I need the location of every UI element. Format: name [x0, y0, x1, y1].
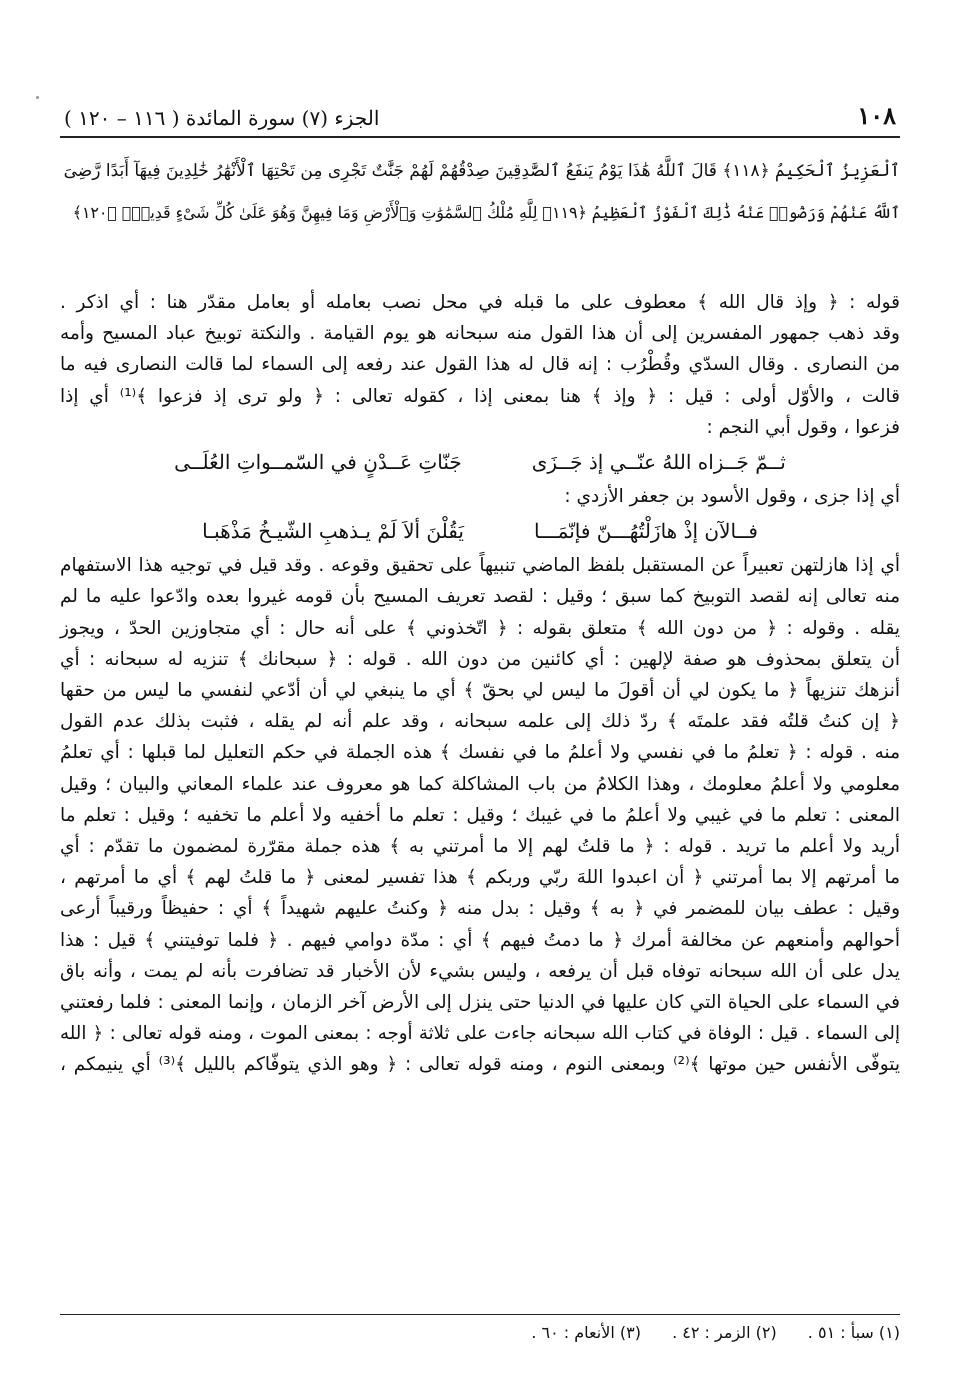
poem-verse-2 — [60, 512, 900, 550]
text-line: إلى السماء . قيل : الوفاة في كتاب الله سبحانه جاءت على ثلاثة أوجه : بمعنى الموت ، ومنه قوله تعالى : ﴿ الله — [60, 1023, 900, 1045]
text-line: فزعوا ، وقول أبي النجم : — [706, 416, 900, 438]
text-line: منه تعالى إنه لقصد التوبيخ كما سبق ؛ وقيل : لقصد تعريف المسيح بأن قومه غيروا بعده وادّعوا عليه ما لم — [60, 586, 900, 608]
text-line: وقد ذهب جمهور المفسرين إلى أن هذا القول منه سبحانه هو يوم القيامة . والنكتة توبيخ عباد المسيح وأمه — [60, 323, 900, 345]
text-line: ما أمرتهم إلا بما أمرتني ﴿ أن اعبدوا اللهَ ربّي وربكم ﴾ هذا تفسير لمعنى ﴿ ما قلتُ لهم ﴾ أي ما أمرتهم ، — [60, 867, 900, 889]
text-line: أي إذا جزى ، وقول الأسود بن جعفر الأزدي : — [564, 486, 900, 508]
footnote: (٢) الزمر : ٤٢ . — [672, 1323, 777, 1342]
footnote: (١) سبأ : ٥١ . — [807, 1323, 900, 1342]
text-line: أنزهك تنزيهاً ﴿ ما يكون لي أن أقولَ ما ليس لي بحقّ ﴾ أي ما ينبغي لي أن أدّعي لنفسي ما ليس من حقها — [60, 680, 900, 702]
text-line: المعنى : تعلم ما في غيبي ولا أعلمُ ما في غيبك ؛ وقيل : تعلم ما أخفيه ولا أعلم ما تخفيه ؛ وقيل : تعلم ما — [60, 804, 900, 826]
page-number: ١٠٨ — [857, 101, 896, 130]
text-line: أي إذا هازلتهن تعبيراً عن المستقبل بلفظ الماضي تنبيهاً على تحقيق وقوعه . وقد قيل في توجيه هذا الاستفهام — [60, 555, 900, 577]
text-line: في السماء على الحياة التي كان عليها في الدنيا حتى ينزل إلى الأرض آخر الزمان ، وإنما المعنى : فلما رفعتني — [60, 992, 900, 1014]
text-line: وقيل : عطف بيان للمضمر في ﴿ به ﴾ وقيل : بدل منه ﴿ وكنتُ عليهم شهيداً ﴾ أي : حفيظاً ورقيباً أرعى — [60, 898, 900, 920]
poem-hemistich-first: فــالآن إذْ هازَلْتُهُـــنّ فإنّمَـــا — [533, 519, 758, 544]
running-title: الجزء (٧) سورة المائدة ( ١١٦ – ١٢٠ ) — [64, 106, 380, 130]
text-line: ﴿ إن كنتُ قلتُه فقد علمتَه ﴾ ردّ ذلك إلى علمه سبحانه ، وقد علم أنه لم يقله ، فثبت بذلك عدم القول — [60, 711, 900, 733]
verse-line: ٱللَّهُ عَنْهُمْ وَرَضُوا۟ عَنْهُ ذَٰلِكَ ٱلْفَوْزُ ٱلْعَظِيمُ ﴿١١٩﴾ لِلَّهِ مُلْكُ ٱلسَّمَٰوَٰتِ وَٱلْأَرْضِ وَمَا فِيهِنَّ وَهُوَ عَلَىٰ كُلِّ شَىْءٍ قَدِيرٌۢ ﴿١٢٠﴾ — [72, 203, 900, 222]
text-line: معلومي ولا أعلمُ معلومك ، وهذا الكلامُ من باب المشاكلة كما هو معروف عند علماء المعاني والبيان ؛ وقيل — [60, 773, 900, 795]
poem-hemistich-second: جَنّاتِ عَــدْنٍ في السّمــواتِ العُلَــى — [174, 450, 462, 475]
poem-verse-1 — [60, 443, 900, 481]
commentary-text — [60, 287, 900, 1081]
text-line: يقله . وقوله : ﴿ من دون الله ﴾ متعلق بقوله : ﴿ اتّخذوني ﴾ على أنه حال : أي متجاوزين الحدّ ، ويجوز — [60, 617, 900, 639]
footnotes — [60, 1314, 900, 1342]
page-header — [60, 96, 900, 138]
text-line: قوله : ﴿ وإذ قال الله ﴾ معطوف على ما قبله في محل نصب بعامله أو بعامل مقدّر هنا : أي اذكر . — [60, 292, 900, 313]
text-line: أحوالهم وأمنعهم عن مخالفة أمرك ﴿ ما دمتُ فيهم ﴾ أي : مدّة دوامي فيهم . ﴿ فلما توفيتني ﴾ قيل : هذا — [60, 929, 900, 951]
verse-line: ٱلْعَزِيزُ ٱلْحَكِيمُ ﴿١١٨﴾ قَالَ ٱللَّهُ هَٰذَا يَوْمُ يَنفَعُ ٱلصَّٰدِقِينَ صِدْقُهُمْ لَهُمْ جَنَّٰتٌ تَجْرِى مِن تَحْتِهَا ٱلْأَنْهَٰرُ خَٰلِدِينَ فِيهَآ أَبَدًا رَّضِىَ — [63, 161, 900, 181]
text-line: قالت ، والأوّل أولى : قيل : ﴿ وإذ ﴾ هنا بمعنى إذا ، كقوله تعالى : ﴿ ولو ترى إذ فزعوا ﴾⁽¹⁾ أي إذا — [60, 385, 900, 407]
text-line: من النصارى . وقال السدّي وقُطْرُب : إنه قال له هذا القول عند رفعه إلى السماء لما قالت النصارى فيه ما — [60, 354, 900, 376]
text-line: يتوفّى الأنفس حين موتها ﴾⁽²⁾ وبمعنى النوم ، ومنه قوله تعالى : ﴿ وهو الذي يتوفّاكم بالليل ﴾⁽³⁾ أي ينيمكم ، — [60, 1054, 900, 1076]
text-line: أريد ولا أعلم ما تريد . قوله : ﴿ ما قلتُ لهم إلا ما أمرتني به ﴾ هذه جملة مقرّرة لمضمون ما تقدّم : أي — [60, 836, 900, 858]
text-line: أن يتعلق بمحذوف هو صفة لإلهين : أي كائنين من دون الله . قوله : ﴿ سبحانك ﴾ تنزيه له سبحانه : أي — [60, 648, 900, 670]
quran-verses — [60, 150, 900, 234]
scan-speck — [36, 96, 39, 99]
text-line: منه . قوله : ﴿ تعلمُ ما في نفسي ولا أعلمُ ما في نفسك ﴾ هذه الجملة في حكم التعليل لما قبلها : أي تعلمُ — [60, 742, 900, 764]
text-line: يدل على أن الله سبحانه توفاه قبل أن يرفعه ، وليس بشيء لأن الأخبار قد تضافرت بأنه لم يمت ، وأنه باق — [60, 960, 900, 982]
footnote: (٣) الأنعام : ٦٠ . — [531, 1323, 641, 1342]
poem-hemistich-first: ثــمّ جَــزاه اللهُ عنّــي إذ جَــزَى — [531, 450, 786, 475]
poem-hemistich-second: يَقُلْنَ ألاَ لَمْ يـذهبِ الشّيـخُ مَذْهَبـا — [202, 519, 464, 544]
